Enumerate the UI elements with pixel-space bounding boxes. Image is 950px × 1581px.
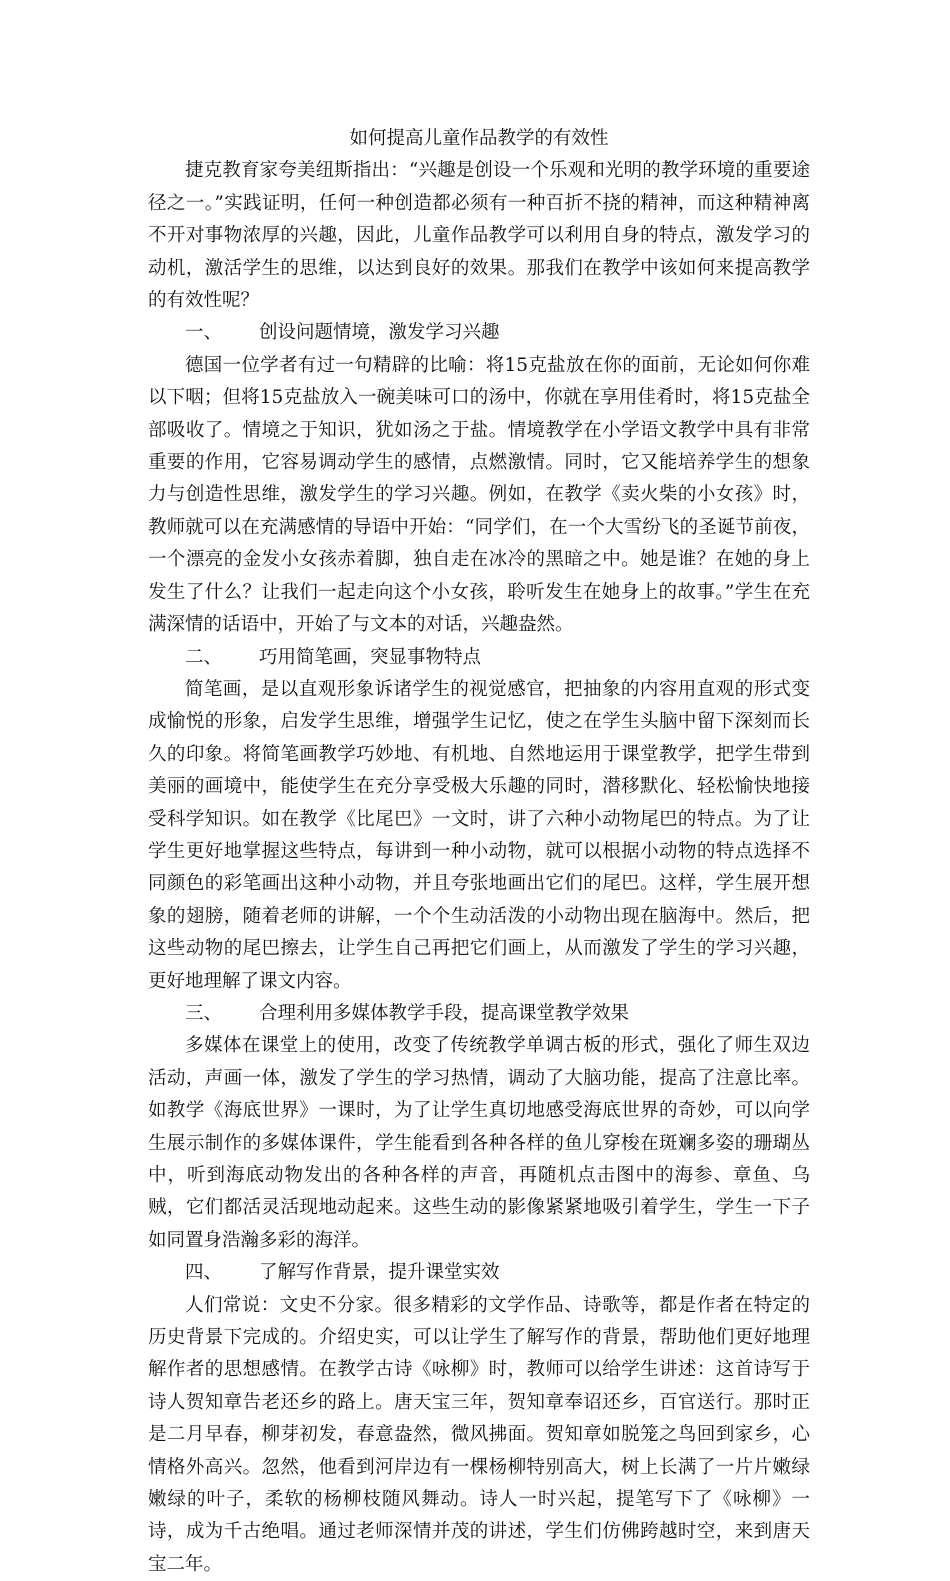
section-title-1: 创设问题情境，激发学习兴趣 [259,322,500,344]
document-page [148,123,810,1581]
section-heading-4 [148,1257,810,1289]
section-body-4: 人们常说：文史不分家。很多精彩的文学作品、诗歌等，都是作者在特定的历史背景下完成的。介绍史实，可以让学生了解写作的背景，帮助他们更好地理解作者的思想感情。在教学古诗《咏柳》时，教师可以给学生讲述：这首诗写于诗人贺知章告老还乡的路上。唐天宝三年，贺知章奉诏还乡，百官送行。那时正是二月早春，柳芽初发，春意盎然，微风拂面。贺知章如脱笼之鸟回到家乡，心情格外高兴。忽然，他看到河岸边有一棵杨柳特别高大，树上长满了一片片嫩绿嫩绿的叶子，柔软的杨柳枝随风舞动。诗人一时兴起，提笔写下了《咏柳》一诗，成为千古绝唱。通过老师深情并茂的讲述，学生们仿佛跨越时空，来到唐天宝二年。 [148,1294,810,1575]
section-number-1: 一、 [185,322,223,344]
section-heading-1 [148,317,810,349]
section-body-2: 简笔画，是以直观形象诉诸学生的视觉感官，把抽象的内容用直观的形式变成愉悦的形象，启发学生思维，增强学生记忆，使之在学生头脑中留下深刻而长久的印象。将简笔画教学巧妙地、有机地、自然地运用于课堂教学，把学生带到美丽的画境中，能使学生在充分享受极大乐趣的同时，潜移默化、轻松愉快地接受科学知识。如在教学《比尾巴》一文时，讲了六种小动物尾巴的特点。为了让学生更好地掌握这些特点，每讲到一种小动物，就可以根据小动物的特点选择不同颜色的彩笔画出这种小动物，并且夸张地画出它们的尾巴。这样，学生展开想象的翅膀，随着老师的讲解，一个个生动活泼的小动物出现在脑海中。然后，把这些动物的尾巴擦去，让学生自己再把它们画上，从而激发了学生的学习兴趣，更好地理解了课文内容。 [148,678,810,992]
section-number-4: 四、 [185,1262,223,1284]
section-number-2: 二、 [185,646,223,668]
section-heading-3 [148,998,810,1030]
section-title-4: 了解写作背景，提升课堂实效 [259,1262,500,1284]
document-title: 如何提高儿童作品教学的有效性 [349,128,609,149]
section-title-2: 巧用简笔画，突显事物特点 [259,646,482,668]
section-body-1: 德国一位学者有过一句精辟的比喻：将15克盐放在你的面前，无论如何你难以下咽；但将15克盐放入一碗美味可口的汤中，你就在享用佳肴时，将15克盐全部吸收了。情境之于知识，犹如汤之于盐。情境教学在小学语文教学中具有非常重要的作用，它容易调动学生的感情，点燃激情。同时，它又能培养学生的想象力与创造性思维，激发学生的学习兴趣。例如，在教学《卖火柴的小女孩》时，教师就可以在充满感情的导语中开始：“同学们，在一个大雪纷飞的圣诞节前夜，一个漂亮的金发小女孩赤着脚，独自走在冰冷的黑暗之中。她是谁？在她的身上发生了什么？让我们一起走向这个小女孩，聆听发生在她身上的故事。”学生在充满深情的话语中，开始了与文本的对话，兴趣盎然。 [148,354,810,636]
section-number-3: 三、 [185,1002,223,1024]
section-title-3: 合理利用多媒体教学手段，提高课堂教学效果 [259,1002,630,1024]
section-body-3: 多媒体在课堂上的使用，改变了传统教学单调古板的形式，强化了师生双边活动，声画一体，激发了学生的学习热情，调动了大脑功能，提高了注意比率。如教学《海底世界》一课时，为了让学生真切地感受海底世界的奇妙，可以向学生展示制作的多媒体课件，学生能看到各种各样的鱼儿穿梭在斑斓多姿的珊瑚丛中，听到海底动物发出的各种各样的声音，再随机点击图中的海参、章鱼、乌贼，它们都活灵活现地动起来。这些生动的影像紧紧地吸引着学生，学生一下子如同置身浩瀚多彩的海洋。 [148,1035,810,1251]
section-heading-2 [148,642,810,674]
intro-paragraph: 捷克教育家夸美纽斯指出：“兴趣是创设一个乐观和光明的教学环境的重要途径之一。”实践证明，任何一种创造都必须有一种百折不挠的精神，而这种精神离不开对事物浓厚的兴趣，因此，儿童作品教学可以利用自身的特点，激发学习的动机，激活学生的思维，以达到良好的效果。那我们在教学中该如何来提高教学的有效性呢？ [148,160,810,312]
